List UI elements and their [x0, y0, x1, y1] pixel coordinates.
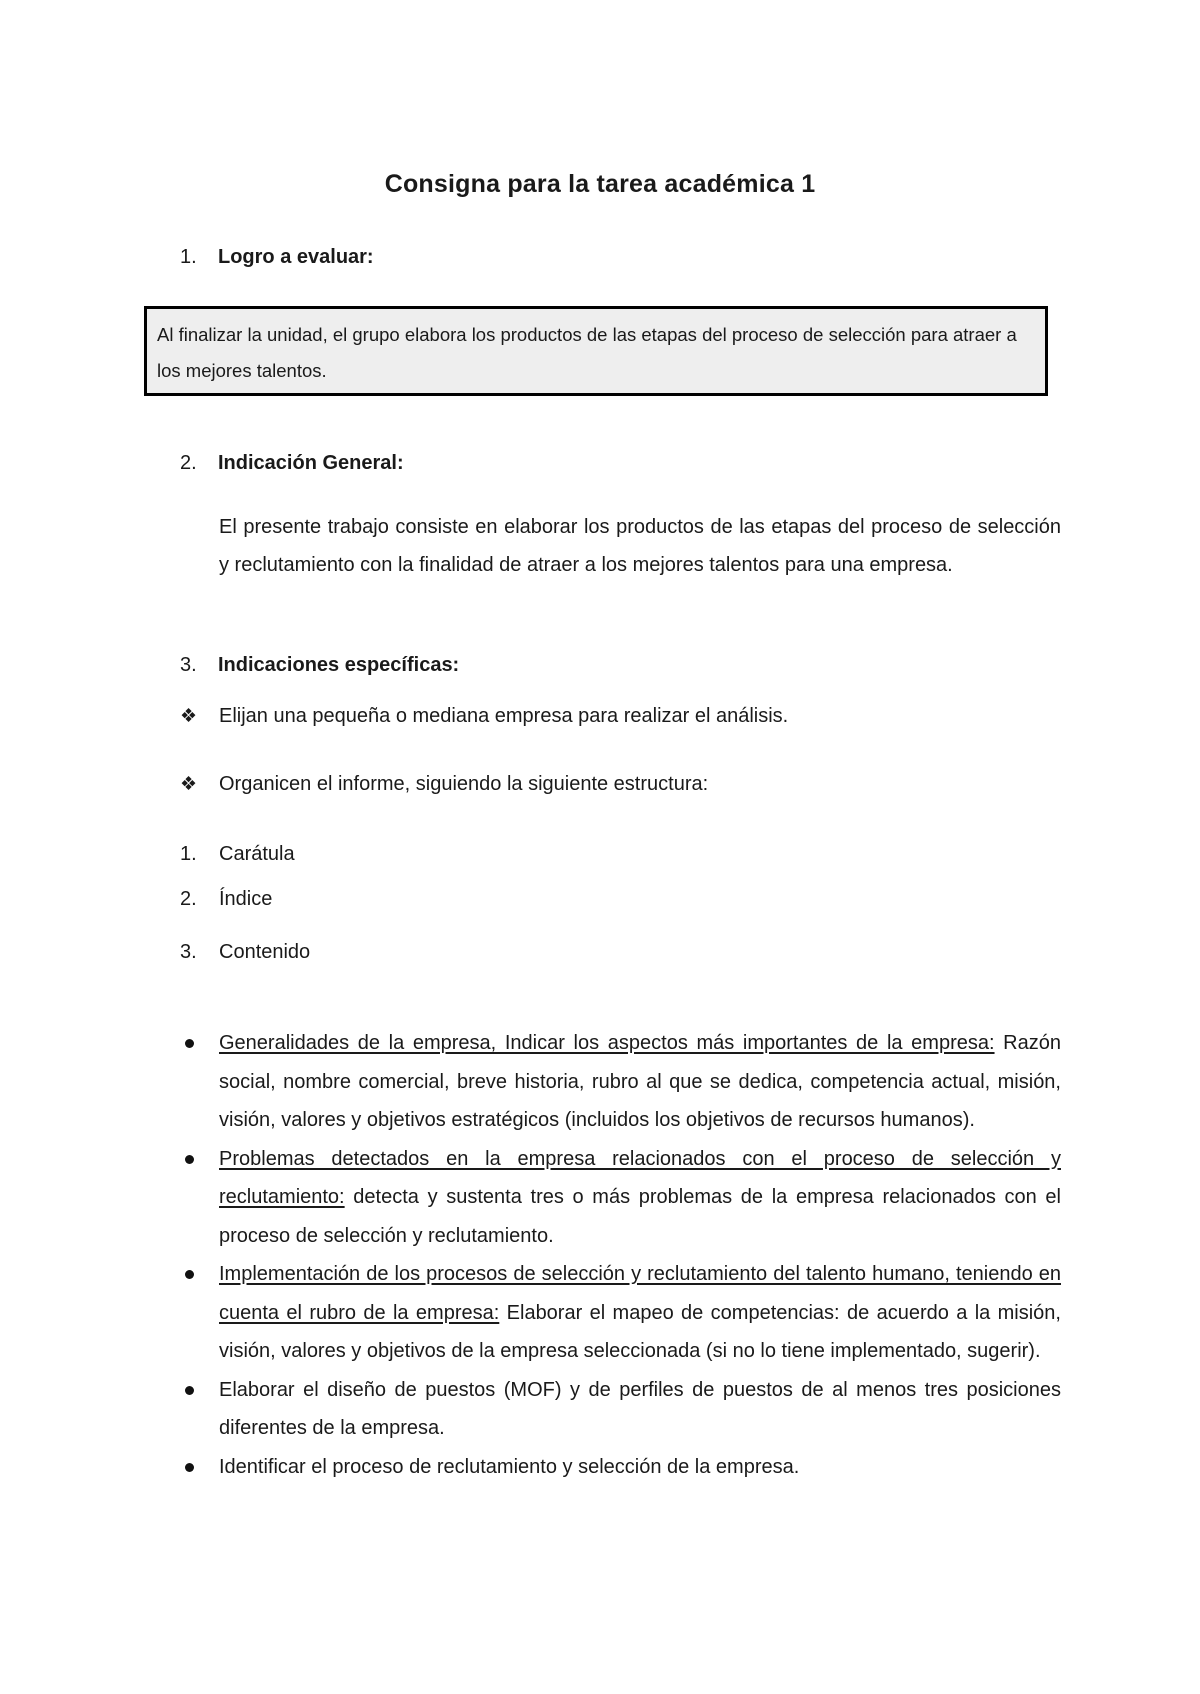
- structure-item-number: 2.: [180, 888, 197, 910]
- structure-item: [180, 843, 295, 866]
- list-item: [219, 1255, 1061, 1371]
- diamond-list-item: [180, 705, 788, 728]
- goal-box: Al finalizar la unidad, el grupo elabora los productos de las etapas del proceso de selección para atraer a los mejores talentos.: [144, 306, 1048, 396]
- structure-item-label: Carátula: [219, 843, 295, 865]
- bullet-underlined-lead: Implementación de los procesos de selección y reclutamiento del talento humano, teniendo en cuenta el rubro de la empresa:: [219, 1263, 1061, 1324]
- list-item: [219, 1371, 1061, 1448]
- bullet-dot-icon: [185, 1155, 194, 1164]
- section-1-number: 1.: [180, 246, 197, 268]
- section-2-number: 2.: [180, 452, 197, 474]
- bullet-dot-icon: [185, 1039, 194, 1048]
- bullet-text: Elaborar el diseño de puestos (MOF) y de perfiles de puestos de al menos tres posiciones diferentes de la empresa.: [219, 1378, 1061, 1439]
- bullet-text: detecta y sustenta tres o más problemas de la empresa relacionados con el proceso de selección y reclutamiento.: [219, 1186, 1061, 1247]
- section-3-heading: [180, 654, 459, 677]
- section-3-number: 3.: [180, 654, 197, 676]
- structure-item-label: Índice: [219, 888, 273, 910]
- bullet-text: Elaborar el mapeo de competencias: de acuerdo a la misión, visión, valores y objetivos de la empresa seleccionada (si no lo tiene implementado, sugerir).: [219, 1301, 1061, 1362]
- bullet-dot-icon: [185, 1386, 194, 1395]
- content-bullet-list: [219, 1024, 1061, 1486]
- diamond-bullet-icon: ❖: [180, 774, 198, 795]
- bullet-text: Razón social, nombre comercial, breve historia, rubro al que se dedica, competencia actual, misión, visión, valores y objetivos estratégicos (incluidos los objetivos de recursos humanos).: [219, 1032, 1061, 1131]
- bullet-underlined-lead: Problemas detectados en la empresa relacionados con el proceso de selección y reclutamiento:: [219, 1147, 1061, 1208]
- section-2-title: Indicación General:: [218, 452, 404, 474]
- diamond-bullet-icon: ❖: [180, 706, 198, 727]
- structure-item-number: 1.: [180, 843, 197, 865]
- list-item: [219, 1140, 1061, 1256]
- list-item: [219, 1448, 1061, 1487]
- section-1-heading: [180, 246, 374, 269]
- structure-item-number: 3.: [180, 941, 197, 963]
- bullet-text: Identificar el proceso de reclutamiento y selección de la empresa.: [219, 1455, 800, 1478]
- diamond-item-text: Organicen el informe, siguiendo la siguiente estructura:: [219, 773, 709, 795]
- structure-item: [180, 888, 272, 911]
- section-2-heading: [180, 452, 404, 475]
- section-3-title: Indicaciones específicas:: [218, 654, 460, 676]
- bullet-dot-icon: [185, 1270, 194, 1279]
- list-item: [219, 1024, 1061, 1140]
- section-1-title: Logro a evaluar:: [218, 246, 374, 268]
- bullet-dot-icon: [185, 1463, 194, 1472]
- diamond-list-item: [180, 773, 708, 796]
- document-title: Consigna para la tarea académica 1: [384, 170, 816, 198]
- section-2-paragraph: El presente trabajo consiste en elaborar los productos de las etapas del proceso de selección y reclutamiento con la finalidad de atraer a los mejores talentos para una empresa.: [219, 516, 1061, 576]
- structure-item: [180, 941, 310, 964]
- diamond-item-text: Elijan una pequeña o mediana empresa para realizar el análisis.: [219, 705, 789, 727]
- bullet-underlined-lead: Generalidades de la empresa, Indicar los aspectos más importantes de la empresa:: [219, 1032, 995, 1054]
- structure-item-label: Contenido: [219, 941, 311, 963]
